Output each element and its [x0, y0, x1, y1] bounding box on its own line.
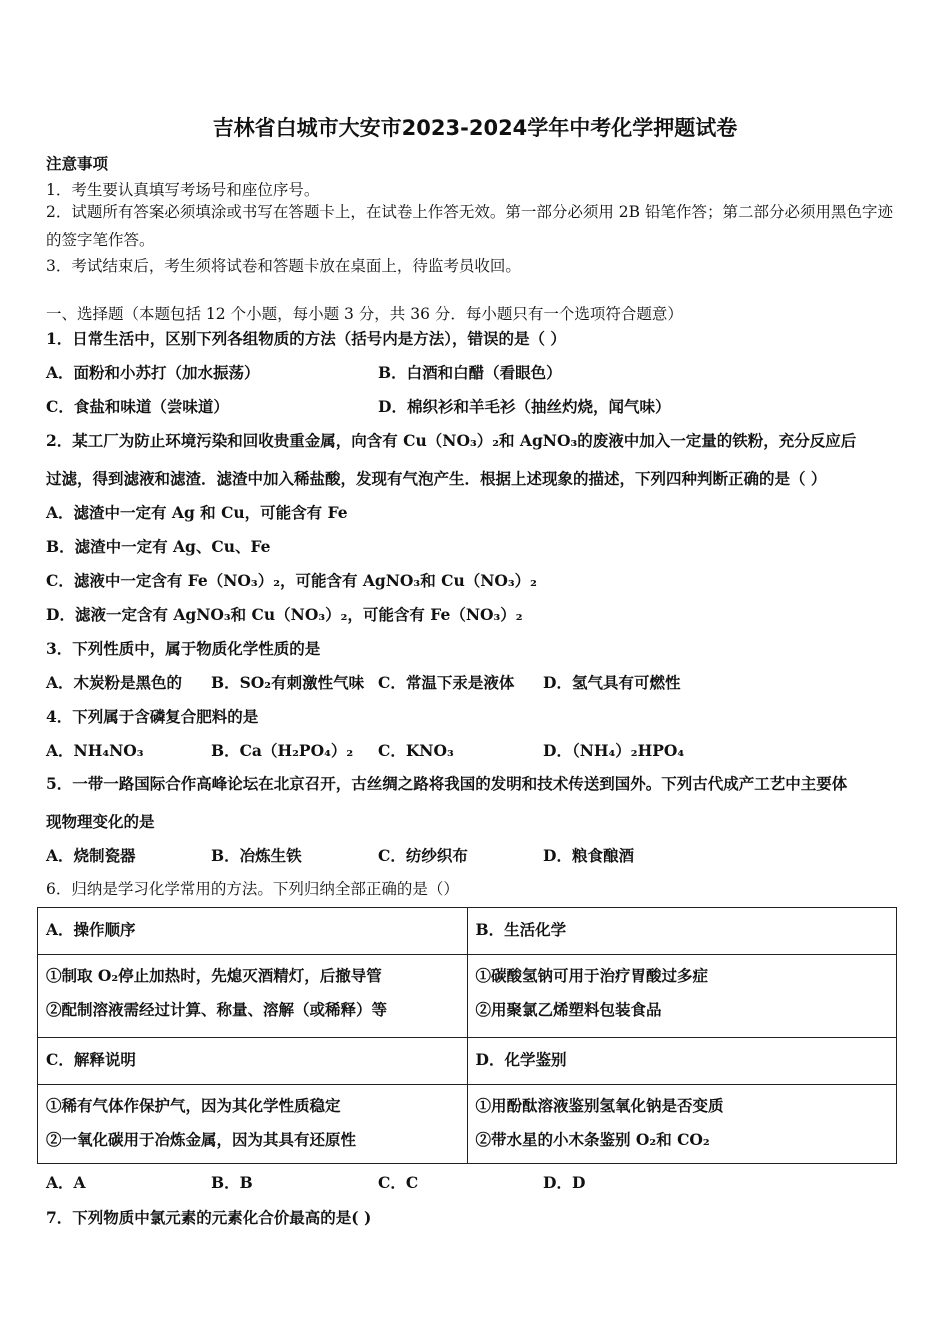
q1-option-a: A．面粉和小苏打（加水振荡）: [46, 363, 260, 382]
q6-option-b: B．B: [211, 1173, 253, 1192]
q6-d-item-1: ①用酚酞溶液鉴别氢氧化钠是否变质: [475, 1096, 724, 1115]
q6-summary-table: [37, 907, 897, 1164]
q3-option-d: D．氢气具有可燃性: [543, 673, 681, 692]
q6-cell-c-body: [38, 1085, 468, 1164]
q3-option-c: C．常温下汞是液体: [378, 673, 515, 692]
q6-option-d: D．D: [543, 1173, 586, 1192]
q5-option-d: D．粮食酿酒: [543, 846, 634, 865]
q6-c-item-1: ①稀有气体作保护气，因为其化学性质稳定: [46, 1096, 341, 1115]
q1-stem: 1．日常生活中，区别下列各组物质的方法（括号内是方法），错误的是（ ）: [46, 329, 566, 348]
q1-option-d: D．棉织衫和羊毛衫（抽丝灼烧，闻气味）: [378, 397, 671, 416]
q2-option-a: A．滤渣中一定有 Ag 和 Cu，可能含有 Fe: [46, 503, 348, 522]
q4-option-c: C．KNO₃: [378, 741, 454, 760]
q6-cell-c-head: C．解释说明: [38, 1038, 468, 1085]
q4-stem: 4．下列属于含磷复合肥料的是: [46, 707, 259, 726]
q1-option-b: B．白酒和白醋（看眼色）: [378, 363, 562, 382]
notice-item-2: 2．试题所有答案必须填涂或书写在答题卡上，在试卷上作答无效。第一部分必须用 2B 铅笔作答；第二部分必须用黑色字迹的签字笔作答。: [46, 203, 893, 249]
notice-item-3: 3．考试结束后，考生须将试卷和答题卡放在桌面上，待监考员收回。: [46, 257, 521, 275]
q6-option-a: A．A: [46, 1173, 86, 1192]
page-title: 吉林省白城市大安市2023-2024学年中考化学押题试卷: [212, 116, 738, 140]
q6-cell-d-head: D．化学鉴别: [467, 1038, 897, 1085]
q6-cell-a-body: [38, 955, 468, 1038]
q2-option-c: C．滤液中一定含有 Fe（NO₃）₂，可能含有 AgNO₃和 Cu（NO₃）₂: [46, 571, 537, 590]
q6-a-item-2: ②配制溶液需经过计算、称量、溶解（或稀释）等: [46, 1000, 388, 1019]
q5-option-c: C．纺纱织布: [378, 846, 468, 865]
notice-heading: 注意事项: [46, 154, 109, 173]
q3-option-a: A．木炭粉是黑色的: [46, 673, 183, 692]
q3-stem: 3．下列性质中，属于物质化学性质的是: [46, 639, 321, 658]
q6-a-item-1: ①制取 O₂停止加热时，先熄灭酒精灯，后撤导管: [46, 966, 382, 985]
q5-option-a: A．烧制瓷器: [46, 846, 136, 865]
q4-option-a: A．NH₄NO₃: [46, 741, 144, 760]
q1-option-c: C．食盐和味道（尝味道）: [46, 397, 229, 416]
q5-stem-line1: 5．一带一路国际合作高峰论坛在北京召开，古丝绸之路将我国的发明和技术传送到国外。下列古代成产工艺中主要体: [46, 774, 848, 793]
q4-option-d: D．（NH₄）₂HPO₄: [543, 741, 685, 760]
q2-option-b: B．滤渣中一定有 Ag、Cu、Fe: [46, 537, 271, 556]
q2-stem-line1: 2．某工厂为防止环境污染和回收贵重金属，向含有 Cu（NO₃）₂和 AgNO₃的废液中加入一定量的铁粉，充分反应后: [46, 431, 857, 450]
q2-stem-line2: 过滤，得到滤液和滤渣．滤渣中加入稀盐酸，发现有气泡产生．根据上述现象的描述，下列四种判断正确的是（ ）: [46, 469, 827, 488]
q6-option-c: C．C: [378, 1173, 419, 1192]
q6-cell-b-head: B．生活化学: [467, 908, 897, 955]
q6-cell-a-head: A．操作顺序: [38, 908, 468, 955]
q5-stem-line2: 现物理变化的是: [46, 812, 155, 831]
q6-b-item-2: ②用聚氯乙烯塑料包装食品: [475, 1000, 662, 1019]
q5-option-b: B．冶炼生铁: [211, 846, 302, 865]
q6-b-item-1: ①碳酸氢钠可用于治疗胃酸过多症: [475, 966, 709, 985]
q6-cell-d-body: [467, 1085, 897, 1164]
q6-cell-b-body: [467, 955, 897, 1038]
q7-stem: 7．下列物质中氯元素的元素化合价最高的是( ): [46, 1208, 372, 1227]
q6-c-item-2: ②一氧化碳用于冶炼金属，因为其具有还原性: [46, 1130, 357, 1149]
q2-option-d: D．滤液一定含有 AgNO₃和 Cu（NO₃）₂，可能含有 Fe（NO₃）₂: [46, 605, 523, 624]
q4-option-b: B．Ca（H₂PO₄）₂: [211, 741, 354, 760]
q6-stem: 6．归纳是学习化学常用的方法。下列归纳全部正确的是（）: [46, 880, 459, 898]
section-heading: 一、选择题（本题包括 12 个小题，每小题 3 分，共 36 分．每小题只有一个选项符合题意）: [46, 305, 683, 323]
q6-d-item-2: ②带水星的小木条鉴别 O₂和 CO₂: [475, 1130, 710, 1149]
q3-option-b: B．SO₂有刺激性气味: [211, 673, 365, 692]
notice-item-1: 1．考生要认真填写考场号和座位序号。: [46, 181, 320, 199]
